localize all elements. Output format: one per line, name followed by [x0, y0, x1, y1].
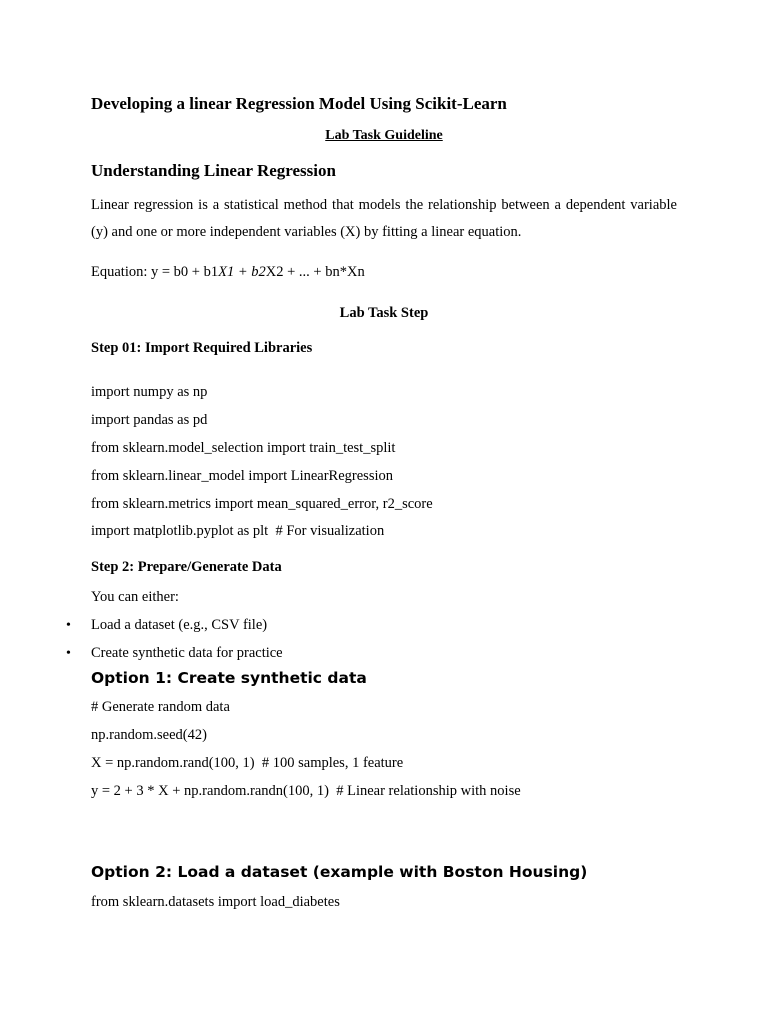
code-line: X = np.random.rand(100, 1) # 100 samples, 1 feature	[91, 755, 404, 771]
step1-heading: Step 01: Import Required Libraries	[91, 340, 313, 356]
code-line: import numpy as np	[91, 384, 208, 400]
document-subtitle: Lab Task Guideline	[325, 128, 443, 143]
step2-heading: Step 2: Prepare/Generate Data	[91, 559, 282, 575]
list-item: Load a dataset (e.g., CSV file)	[91, 617, 268, 633]
bullet-icon: •	[66, 618, 71, 633]
code-line: import matplotlib.pyplot as plt # For visualization	[91, 523, 385, 539]
code-line: y = 2 + 3 * X + np.random.randn(100, 1) # Linear relationship with noise	[91, 783, 521, 799]
equation-prefix: Equation: y = b0 + b1	[91, 264, 219, 280]
code-line: import pandas as pd	[91, 412, 208, 428]
list-item: Create synthetic data for practice	[91, 645, 283, 661]
step2-lead: You can either:	[91, 589, 179, 605]
code-line: from sklearn.linear_model import LinearRegression	[91, 468, 393, 484]
equation-suffix: X2 + ... + bn*Xn	[265, 264, 365, 280]
lab-steps-heading: Lab Task Step	[339, 305, 429, 321]
bullet-icon: •	[66, 646, 71, 661]
code-line: from sklearn.model_selection import train_test_split	[91, 440, 396, 456]
section-heading: Understanding Linear Regression	[91, 161, 336, 180]
code-line: # Generate random data	[91, 699, 230, 715]
option1-heading: Option 1: Create synthetic data	[91, 669, 367, 687]
document-title: Developing a linear Regression Model Using Scikit-Learn	[91, 94, 507, 113]
code-line: from sklearn.datasets import load_diabetes	[91, 894, 340, 910]
option2-heading: Option 2: Load a dataset (example with Boston Housing)	[91, 863, 588, 881]
equation-line	[91, 265, 365, 280]
code-line: from sklearn.metrics import mean_squared_error, r2_score	[91, 496, 433, 512]
intro-paragraph: Linear regression is a statistical method that models the relationship between a dependent variable (y) and one or more independent variables (X) by fitting a linear equation.	[91, 197, 677, 240]
code-line: np.random.seed(42)	[91, 727, 207, 743]
equation-italic: X1 + b2	[218, 264, 266, 280]
